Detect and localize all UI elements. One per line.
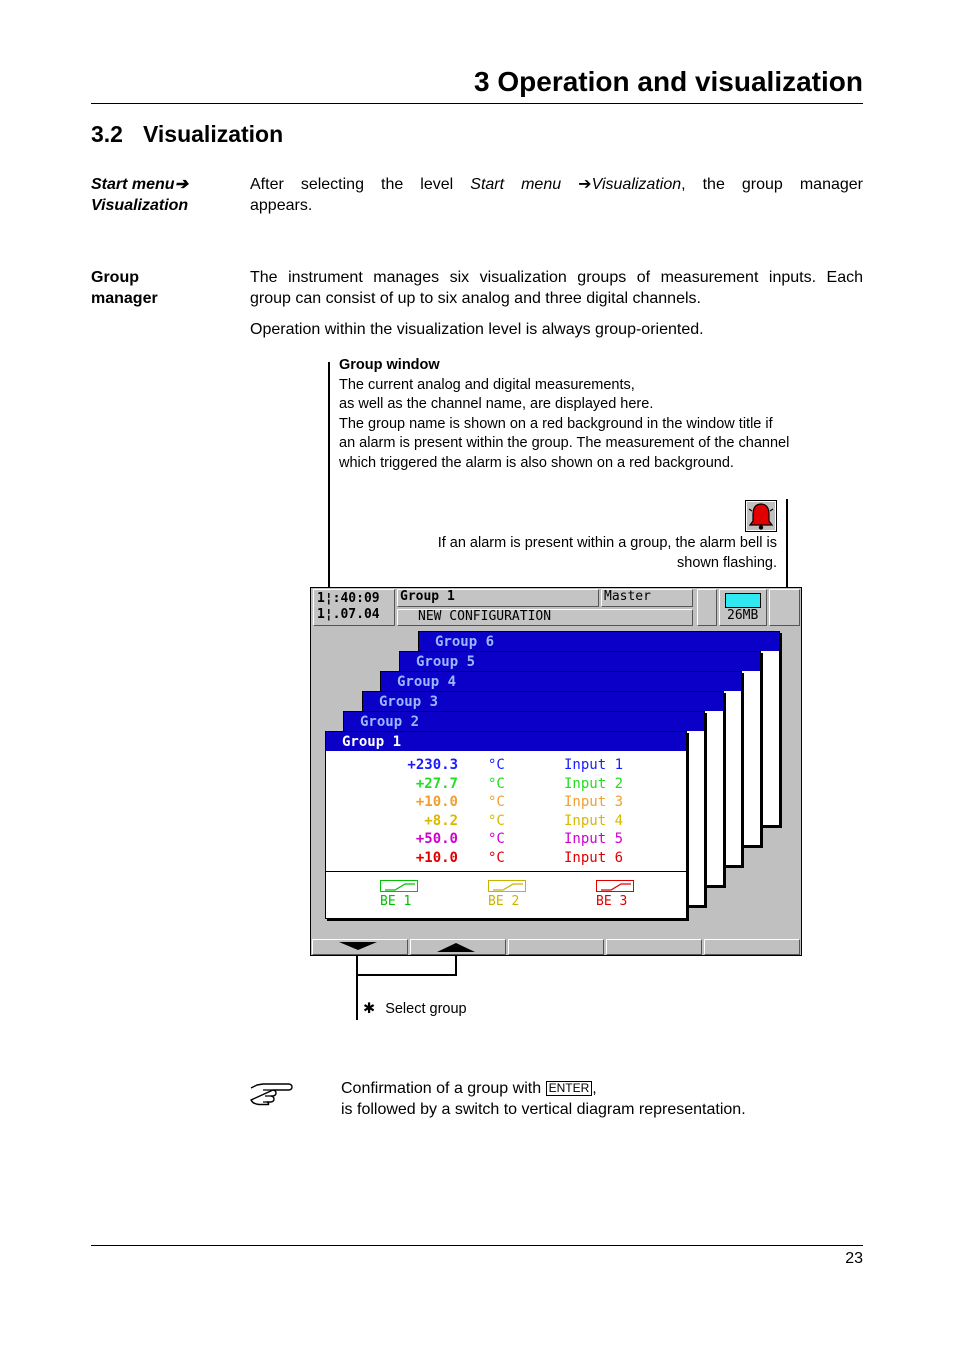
triangle-down-icon bbox=[313, 940, 409, 954]
digital-label: BE 2 bbox=[488, 894, 520, 909]
triangle-up-icon bbox=[411, 940, 507, 954]
side-label-start-menu bbox=[91, 174, 188, 216]
group-title: Group 3 bbox=[363, 692, 723, 712]
select-group-caption bbox=[363, 1000, 467, 1020]
channel-name: Input 1 bbox=[564, 757, 624, 773]
channel-unit: °C bbox=[488, 813, 505, 829]
date-display: 1¦.07.04 bbox=[317, 607, 380, 622]
note-line: is followed by a switch to vertical diagram representation. bbox=[341, 1101, 746, 1118]
channel-value: +230.3 bbox=[407, 757, 458, 773]
callout-bell-text bbox=[340, 534, 777, 573]
start-menu-paragraph bbox=[250, 174, 863, 216]
group-window-1[interactable] bbox=[325, 731, 687, 919]
channel-value: +10.0 bbox=[415, 850, 458, 866]
callout-line: shown flashing. bbox=[677, 554, 777, 571]
channel-name: Input 2 bbox=[564, 776, 624, 792]
group-oriented-paragraph: Operation within the visualization level is always group-oriented. bbox=[250, 321, 704, 338]
channel-value: +50.0 bbox=[415, 831, 458, 847]
enter-key-icon: ENTER bbox=[546, 1081, 593, 1096]
digital-label: BE 3 bbox=[596, 894, 628, 909]
side-label-line: Group bbox=[91, 269, 139, 286]
channel-value: +27.7 bbox=[415, 776, 458, 792]
paragraph-line: The instrument manages six visualization groups of measurement inputs. Each bbox=[250, 269, 863, 286]
callout-group-window bbox=[339, 356, 789, 473]
page-number: 23 bbox=[845, 1250, 863, 1267]
channel-name: Input 6 bbox=[564, 850, 624, 866]
channel-name: Input 3 bbox=[564, 794, 624, 810]
text-run: , bbox=[592, 1080, 597, 1097]
paragraph-line: group can consist of up to six analog and three digital channels. bbox=[250, 290, 701, 307]
callout-line: The current analog and digital measurements, bbox=[339, 376, 635, 393]
callout-line: If an alarm is present within a group, the alarm bell is bbox=[437, 535, 777, 551]
channel-unit: °C bbox=[488, 831, 505, 847]
select-group-label: Select group bbox=[385, 1001, 467, 1017]
switch-icon bbox=[596, 880, 634, 892]
arrow-icon: ➔ bbox=[578, 176, 592, 193]
callout-line: The group name is shown on a red background in the window title if bbox=[339, 415, 773, 432]
side-label-line: manager bbox=[91, 290, 158, 307]
channel-value: +10.0 bbox=[415, 794, 458, 810]
footer-rule bbox=[91, 1245, 863, 1246]
paragraph-line bbox=[250, 174, 863, 195]
digital-divider bbox=[326, 871, 686, 872]
channel-unit: °C bbox=[488, 757, 505, 773]
softkey-up[interactable] bbox=[410, 939, 506, 955]
channel-name: Input 5 bbox=[564, 831, 624, 847]
callout-line: which triggered the alarm is also shown on a red background. bbox=[339, 454, 734, 471]
note-text bbox=[341, 1078, 746, 1120]
side-label-group-manager bbox=[91, 267, 158, 309]
config-display: NEW CONFIGURATION bbox=[397, 609, 693, 626]
datetime-display bbox=[313, 589, 395, 626]
memory-label: 26MB bbox=[727, 608, 759, 623]
group-title: Group 5 bbox=[400, 652, 760, 672]
group-title: Group 1 bbox=[326, 732, 686, 752]
section-number: 3.2 bbox=[91, 121, 123, 147]
header-rule bbox=[91, 103, 863, 104]
callout-line: an alarm is present within the group. The measurement of the channel bbox=[339, 435, 790, 451]
side-label-line: Visualization bbox=[91, 197, 189, 214]
switch-icon bbox=[488, 880, 526, 892]
alarm-bell-icon bbox=[745, 500, 777, 532]
menu-path-start: Start menu bbox=[470, 176, 562, 193]
softkey-4[interactable] bbox=[606, 939, 702, 955]
callout-title: Group window bbox=[339, 357, 440, 373]
select-group-line bbox=[455, 956, 457, 976]
digital-label: BE 1 bbox=[380, 894, 412, 909]
menu-path-end: Visualization bbox=[591, 176, 682, 193]
softkey-down[interactable] bbox=[312, 939, 408, 955]
side-label-line: Start menu➔ bbox=[91, 176, 188, 193]
text-run: Confirmation of a group with bbox=[341, 1080, 542, 1097]
group-name-display: Group 1 bbox=[397, 589, 599, 607]
section-title bbox=[91, 121, 283, 148]
note-line bbox=[341, 1078, 746, 1099]
callout-line: as well as the channel name, are displayed here. bbox=[339, 396, 654, 412]
section-heading: Visualization bbox=[142, 121, 284, 147]
group-manager-paragraph bbox=[250, 267, 863, 309]
device-screen bbox=[310, 587, 802, 956]
text-run: , the group manager bbox=[681, 176, 864, 193]
header-spacer bbox=[697, 589, 717, 626]
alarm-indicator bbox=[769, 589, 800, 626]
asterisk-icon: ✱ bbox=[363, 1001, 376, 1017]
channel-unit: °C bbox=[488, 850, 505, 866]
channel-name: Input 4 bbox=[564, 813, 624, 829]
switch-icon bbox=[380, 880, 418, 892]
paragraph-line: appears. bbox=[250, 197, 313, 214]
chapter-title: 3 Operation and visualization bbox=[474, 66, 863, 97]
memory-display bbox=[719, 589, 767, 626]
group-title: Group 2 bbox=[344, 712, 704, 732]
channel-unit: °C bbox=[488, 794, 505, 810]
channel-unit: °C bbox=[488, 776, 505, 792]
group-title: Group 4 bbox=[381, 672, 741, 692]
user-display: Master bbox=[601, 589, 693, 607]
pointing-hand-icon bbox=[249, 1080, 293, 1106]
select-group-bracket bbox=[356, 974, 457, 976]
memory-card-icon bbox=[725, 593, 761, 608]
group-title: Group 6 bbox=[419, 632, 779, 652]
select-group-line bbox=[356, 956, 358, 1020]
channel-value: +8.2 bbox=[424, 813, 458, 829]
softkey-5[interactable] bbox=[704, 939, 800, 955]
callout-line-bell bbox=[786, 499, 788, 594]
softkey-3[interactable] bbox=[508, 939, 604, 955]
time-display: 1¦:40:09 bbox=[317, 591, 380, 606]
text-run: After selecting the level bbox=[250, 176, 454, 193]
